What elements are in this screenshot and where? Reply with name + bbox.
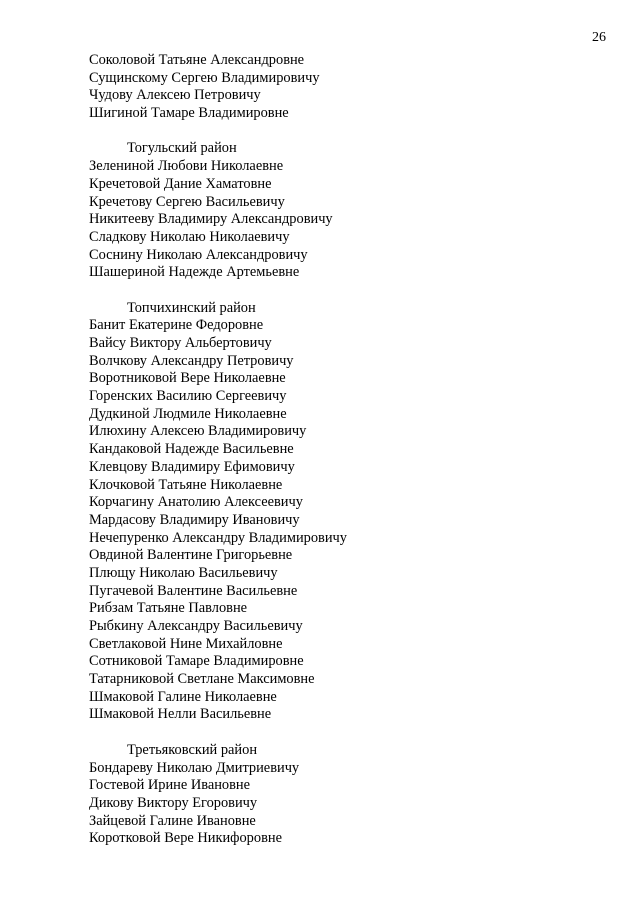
name-entry: Шашериной Надежде Артемьевне <box>89 264 300 281</box>
document-body <box>89 52 609 848</box>
name-entry: Илюхину Алексею Владимировичу <box>89 423 307 440</box>
page-number: 26 <box>592 30 606 45</box>
name-entry: Гостевой Ирине Ивановне <box>89 777 251 794</box>
district-heading: Третьяковский район <box>127 741 258 758</box>
name-entry: Сотниковой Тамаре Владимировне <box>89 653 304 670</box>
name-entry: Нечепуренко Александру Владимировичу <box>89 529 347 546</box>
name-entry: Сладкову Николаю Николаевичу <box>89 228 290 245</box>
name-entry: Дудкиной Людмиле Николаевне <box>89 405 287 422</box>
name-entry: Рыбкину Александру Васильевичу <box>89 618 303 634</box>
name-entry: Воротниковой Вере Николаевне <box>89 370 286 387</box>
name-entry: Вайсу Виктору Альбертовичу <box>89 335 272 351</box>
name-entry: Шмаковой Галине Николаевне <box>89 688 277 705</box>
name-entry: Зайцевой Галине Ивановне <box>89 812 256 829</box>
name-entry: Рибзам Татьяне Павловне <box>89 600 248 617</box>
name-entry: Кандаковой Надежде Васильевне <box>89 441 294 458</box>
name-entry: Банит Екатерине Федоровне <box>89 317 264 334</box>
district-heading: Тогульский район <box>127 140 237 157</box>
name-entry: Сущинскому Сергею Владимировичу <box>89 69 320 86</box>
name-entry: Соснину Николаю Александровичу <box>89 246 308 263</box>
district-section-togulsky <box>89 140 609 282</box>
name-entry: Татарниковой Светлане Максимовне <box>89 671 315 688</box>
initial-name-list <box>89 52 609 123</box>
name-entry: Бондареву Николаю Дмитриевичу <box>89 759 300 776</box>
name-entry: Никитееву Владимиру Александровичу <box>89 211 333 228</box>
name-entry: Чудову Алексею Петровичу <box>89 87 261 104</box>
name-entry: Клочковой Татьяне Николаевне <box>89 476 283 493</box>
name-entry: Мардасову Владимиру Ивановичу <box>89 511 300 528</box>
name-entry: Коротковой Вере Никифоровне <box>89 830 282 847</box>
name-entry: Плющу Николаю Васильевичу <box>89 564 278 581</box>
name-entry: Дикову Виктору Егоровичу <box>89 794 258 811</box>
name-entry: Горенских Василию Сергеевичу <box>89 388 287 405</box>
name-entry: Пугачевой Валентине Васильевне <box>89 582 298 599</box>
name-entry: Шмаковой Нелли Васильевне <box>89 706 272 723</box>
district-section-topchikhinsky <box>89 300 609 725</box>
name-entry: Светлаковой Нине Михайловне <box>89 635 283 652</box>
name-entry: Кречетовой Дание Хаматовне <box>89 175 272 192</box>
name-entry: Овдиной Валентине Григорьевне <box>89 547 293 564</box>
name-entry: Кречетову Сергею Васильевичу <box>89 193 285 210</box>
name-entry: Клевцову Владимиру Ефимовичу <box>89 458 295 475</box>
name-entry: Волчкову Александру Петровичу <box>89 352 294 369</box>
district-heading: Топчихинский район <box>127 299 256 316</box>
name-entry: Соколовой Татьяне Александровне <box>89 52 305 68</box>
name-entry: Зелениной Любови Николаевне <box>89 158 284 175</box>
name-entry: Шигиной Тамаре Владимировне <box>89 105 289 122</box>
district-section-tretyakovsky <box>89 742 609 848</box>
name-entry: Корчагину Анатолию Алексеевичу <box>89 494 303 511</box>
